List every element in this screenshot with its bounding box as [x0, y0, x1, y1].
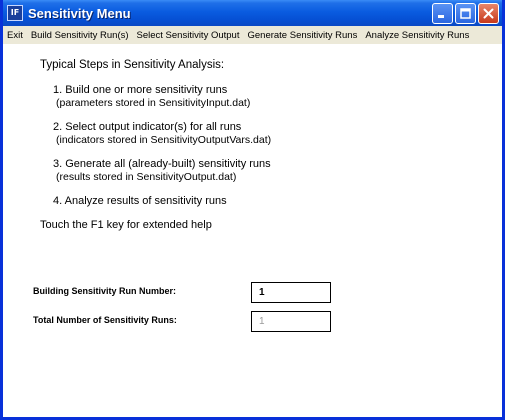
title-bar[interactable] — [3, 0, 502, 26]
menu-exit[interactable]: Exit — [7, 29, 23, 41]
client-area — [3, 44, 502, 417]
instructions-heading: Typical Steps in Sensitivity Analysis: — [40, 59, 225, 71]
menu-bar — [3, 26, 502, 44]
step-title: 2. Select output indicator(s) for all runs — [53, 121, 242, 133]
menu-generate-sensitivity-runs[interactable]: Generate Sensitivity Runs — [247, 29, 358, 41]
step-title: 3. Generate all (already-built) sensitivity runs — [53, 158, 271, 170]
maximize-button[interactable] — [455, 3, 476, 24]
app-icon: IF — [7, 5, 23, 21]
step-item — [53, 195, 271, 208]
close-button[interactable] — [478, 3, 499, 24]
instructions-panel — [40, 59, 271, 231]
window-title: Sensitivity Menu — [28, 5, 131, 21]
step-item — [53, 84, 271, 110]
minimize-button[interactable] — [432, 3, 453, 24]
help-hint: Touch the F1 key for extended help — [40, 219, 212, 231]
step-detail: (results stored in SensitivityOutput.dat) — [56, 171, 237, 183]
menu-select-sensitivity-output[interactable]: Select Sensitivity Output — [136, 29, 240, 41]
step-title: 4. Analyze results of sensitivity runs — [53, 195, 227, 207]
menu-build-sensitivity-runs[interactable]: Build Sensitivity Run(s) — [30, 29, 129, 41]
step-detail: (indicators stored in SensitivityOutputVars.dat) — [56, 134, 272, 146]
minimize-icon — [437, 8, 448, 19]
step-item — [53, 121, 271, 147]
step-title: 1. Build one or more sensitivity runs — [53, 84, 228, 96]
close-icon — [483, 8, 494, 19]
building-run-label: Building Sensitivity Run Number: — [33, 286, 177, 296]
title-buttons — [432, 3, 499, 24]
maximize-icon — [460, 8, 471, 19]
building-run-number-input[interactable]: 1 — [251, 282, 331, 303]
step-item — [53, 158, 271, 184]
step-detail: (parameters stored in SensitivityInput.dat) — [56, 97, 251, 109]
menu-analyze-sensitivity-runs[interactable]: Analyze Sensitivity Runs — [365, 29, 470, 41]
total-runs-field: 1 — [251, 311, 331, 332]
total-runs-label: Total Number of Sensitivity Runs: — [33, 315, 177, 325]
